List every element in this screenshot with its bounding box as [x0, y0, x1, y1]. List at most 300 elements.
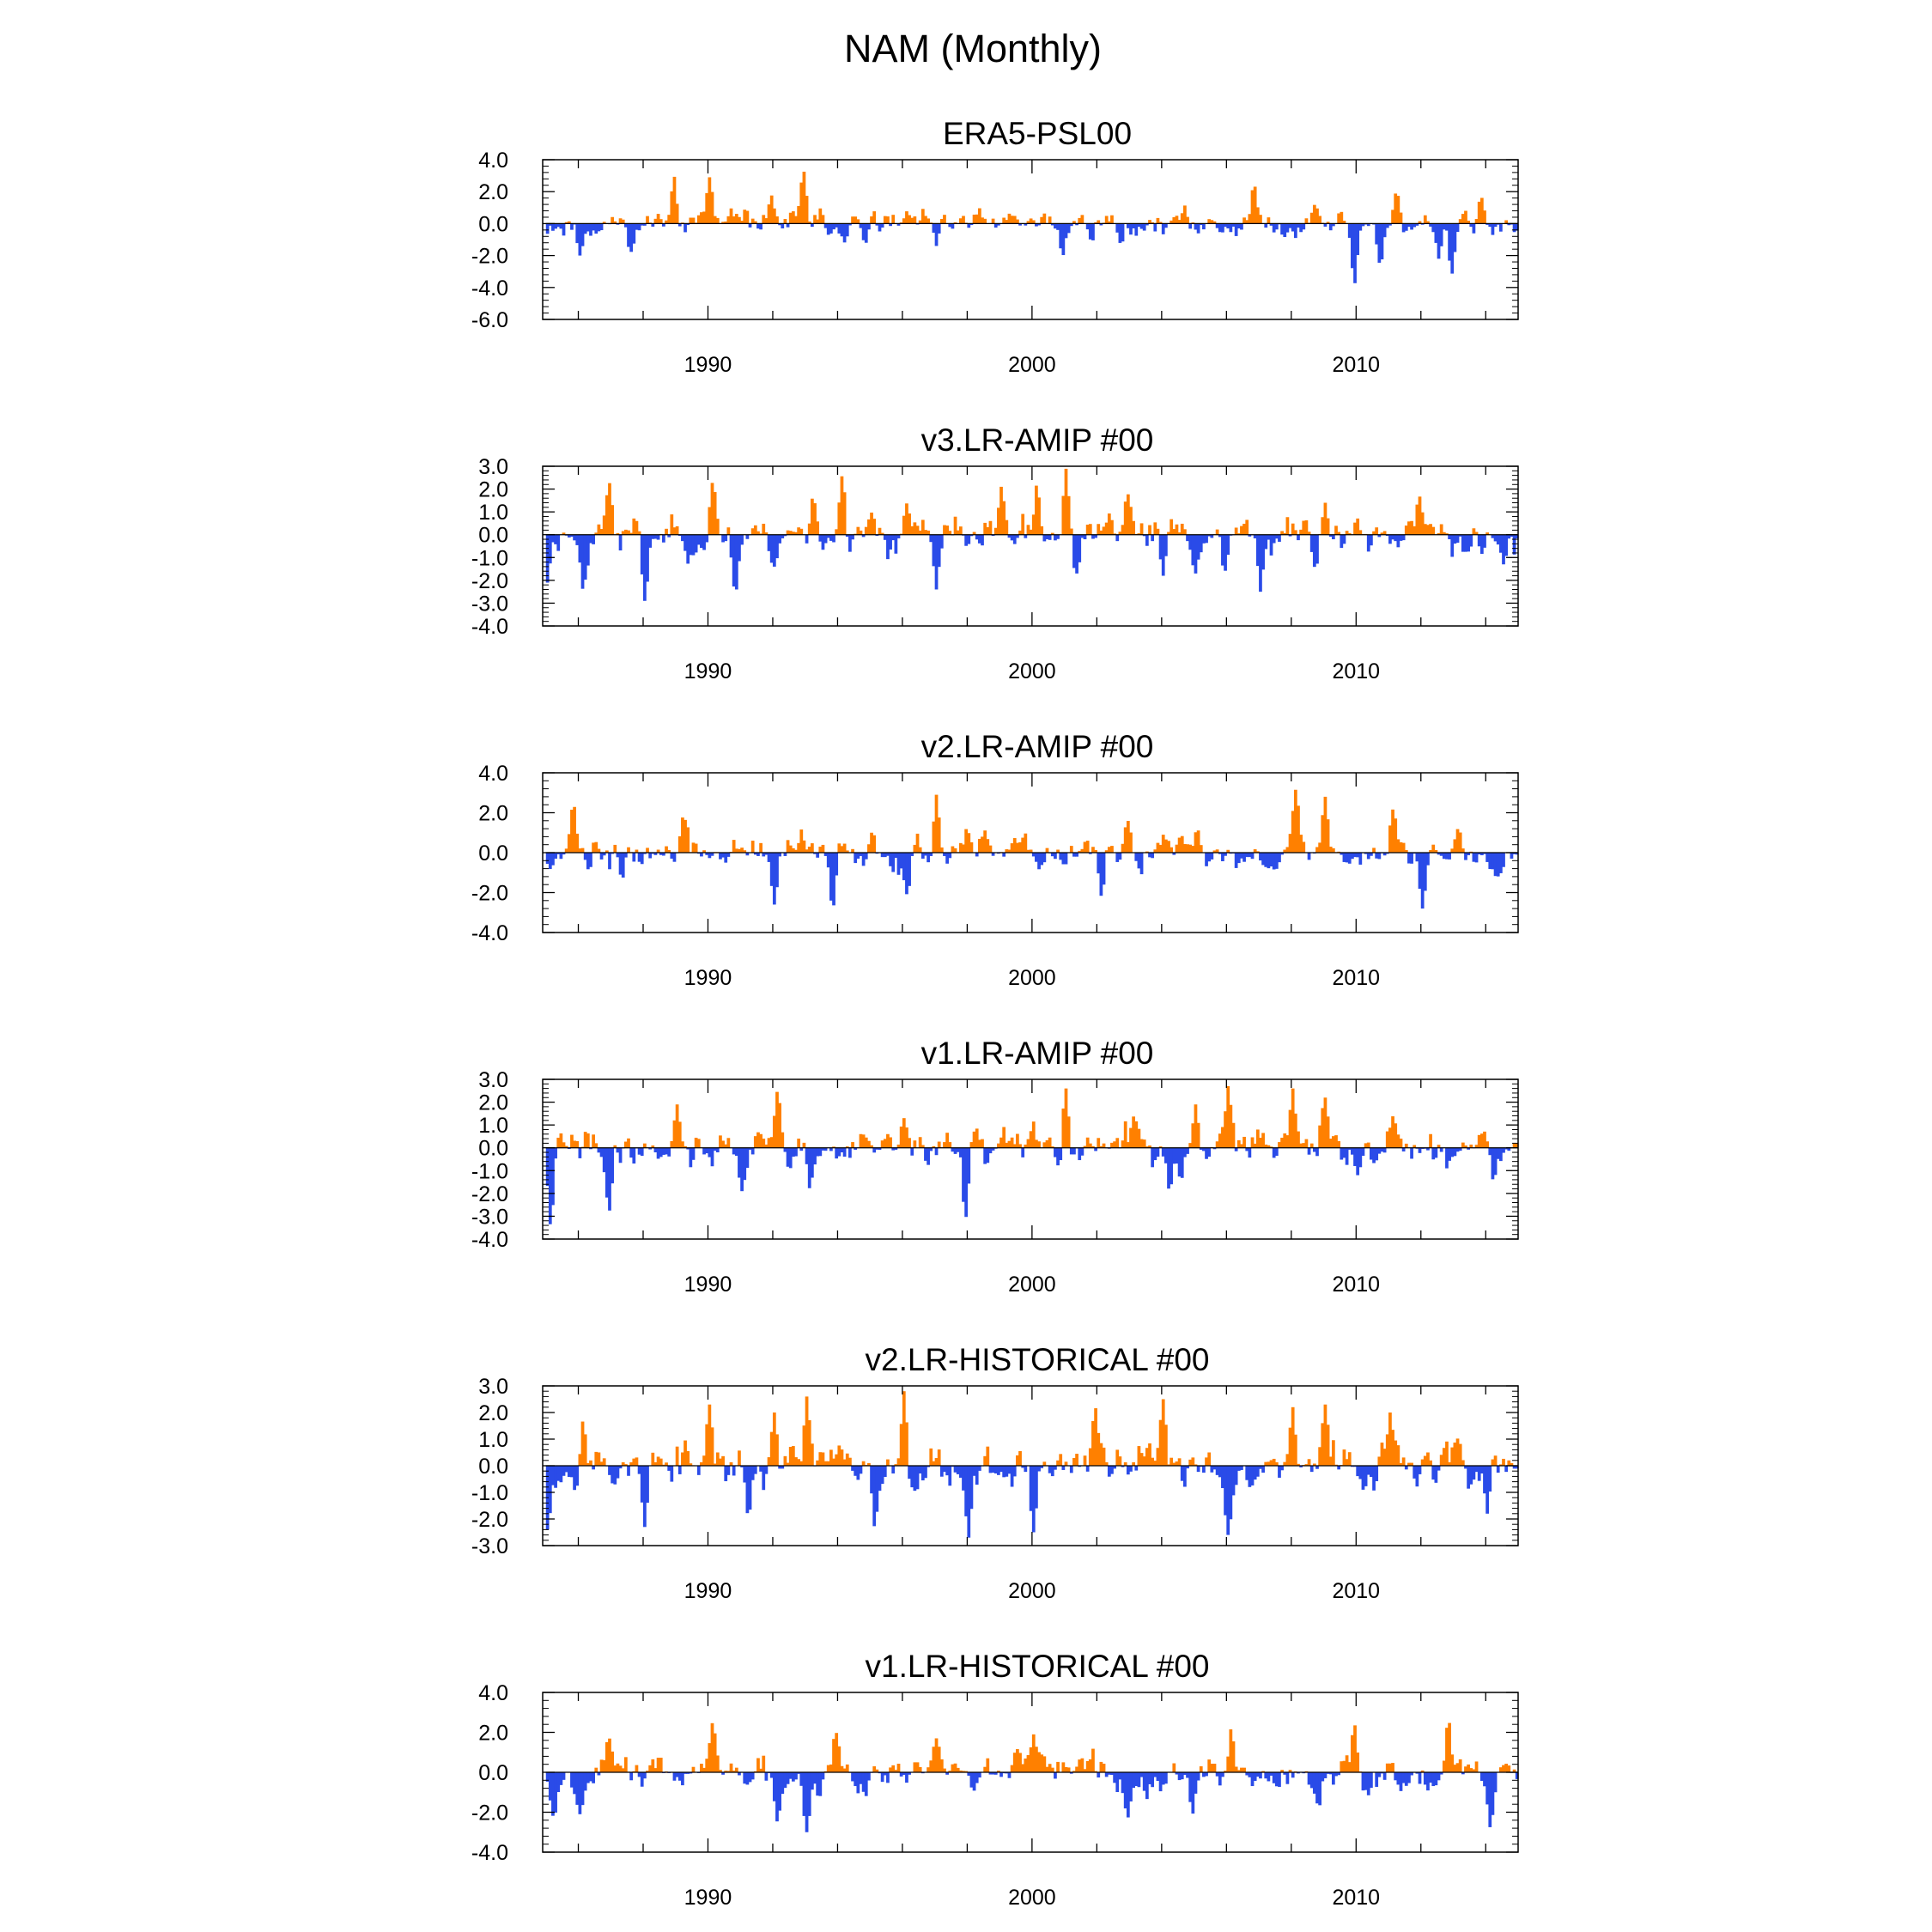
data-bar: [1070, 529, 1073, 535]
data-bar: [1391, 1763, 1394, 1772]
data-bar: [1067, 1767, 1071, 1772]
data-bar: [1178, 1458, 1182, 1466]
data-bar: [794, 1148, 798, 1157]
y-tick-label: 0.0: [478, 1136, 508, 1161]
data-bar: [1332, 535, 1335, 539]
data-bar: [935, 1148, 939, 1156]
data-bar: [635, 1765, 639, 1772]
data-bar: [1410, 1148, 1413, 1159]
y-tick-label: -6.0: [471, 308, 508, 332]
data-bar: [1148, 526, 1151, 535]
y-tick-label: 3.0: [478, 1375, 508, 1399]
y-tick-label: 4.0: [478, 1681, 508, 1705]
data-bar: [1183, 1466, 1187, 1486]
data-bar: [643, 1144, 647, 1148]
y-tick-label: -3.0: [471, 592, 508, 617]
data-bar: [872, 835, 876, 853]
data-bar: [635, 1457, 639, 1466]
data-bar: [1383, 1148, 1387, 1153]
data-bar: [919, 848, 922, 853]
data-bar: [919, 1767, 922, 1772]
data-bar: [1042, 214, 1046, 224]
data-bar: [981, 1139, 984, 1148]
panel-title: v2.LR-AMIP #00: [920, 729, 1154, 764]
data-bar: [775, 1434, 779, 1466]
data-bar: [735, 1768, 738, 1772]
data-bar: [1086, 841, 1090, 853]
data-bar: [1164, 1425, 1168, 1466]
data-bar: [938, 1142, 941, 1148]
data-bar: [954, 848, 957, 853]
data-bar: [1054, 1772, 1057, 1778]
data-bar: [1103, 853, 1106, 884]
data-bar: [600, 223, 604, 230]
chart-panel: [471, 116, 1519, 377]
data-bar: [751, 841, 755, 853]
data-bar: [1110, 216, 1114, 224]
data-bar: [1084, 535, 1087, 539]
data-bar: [938, 817, 941, 853]
data-bar: [897, 535, 901, 538]
data-bar: [632, 1148, 635, 1163]
data-bar: [1048, 216, 1052, 223]
data-bar: [1410, 853, 1413, 864]
data-bar: [1205, 1772, 1208, 1776]
data-bar: [659, 219, 663, 223]
data-bar: [1056, 1762, 1060, 1772]
data-bar: [1054, 1466, 1057, 1470]
data-bar: [1402, 1457, 1406, 1466]
x-tick-label: 1990: [683, 1273, 732, 1297]
data-bar: [1186, 1148, 1189, 1154]
data-bar: [751, 1148, 755, 1155]
data-bar: [1210, 853, 1213, 860]
data-bar: [846, 1765, 849, 1772]
y-tick-label: 3.0: [478, 1068, 508, 1092]
data-bar: [1188, 223, 1192, 228]
data-bar: [1440, 1148, 1443, 1152]
data-bar: [1046, 848, 1049, 853]
data-bar: [1400, 1139, 1403, 1148]
series-bars: [546, 1723, 1519, 1832]
data-bar: [967, 535, 970, 544]
data-bar: [805, 196, 809, 223]
data-bar: [740, 535, 744, 545]
data-bar: [1054, 853, 1057, 859]
data-bar: [891, 215, 895, 223]
data-bar: [851, 535, 854, 540]
y-tick-label: -3.0: [471, 1205, 508, 1230]
data-bar: [927, 531, 930, 535]
data-bar: [846, 223, 849, 236]
data-bar: [943, 1769, 946, 1772]
data-bar: [759, 843, 762, 853]
data-bar: [1005, 520, 1008, 535]
data-bar: [1278, 535, 1281, 542]
data-bar: [1308, 853, 1311, 860]
y-tick-label: -4.0: [471, 1228, 508, 1252]
data-bar: [835, 853, 838, 876]
data-bar: [905, 1422, 908, 1466]
data-bar: [1402, 535, 1406, 540]
data-bar: [1226, 535, 1230, 555]
data-bar: [1429, 1461, 1432, 1466]
data-bar: [1078, 535, 1081, 562]
data-bar: [1332, 848, 1335, 853]
data-bar: [646, 848, 649, 853]
data-bar: [1061, 1466, 1065, 1470]
data-bar: [697, 1466, 701, 1475]
data-bar: [975, 853, 979, 856]
data-bar: [891, 1466, 895, 1473]
data-bar: [627, 1466, 630, 1476]
data-bar: [940, 535, 944, 549]
data-bar: [575, 1466, 579, 1485]
data-bar: [716, 519, 720, 535]
y-tick-label: 2.0: [478, 180, 508, 205]
chart-panel: [471, 1342, 1519, 1603]
data-bar: [948, 1142, 951, 1148]
data-bar: [619, 1148, 623, 1163]
data-bar: [1081, 1148, 1084, 1156]
y-tick-label: -2.0: [471, 881, 508, 906]
panel-title: v1.LR-HISTORICAL #00: [865, 1649, 1210, 1684]
data-bar: [1115, 1138, 1119, 1147]
data-bar: [726, 853, 730, 857]
data-bar: [938, 223, 941, 234]
data-bar: [1343, 535, 1346, 544]
data-bar: [860, 1466, 863, 1473]
data-bar: [646, 216, 649, 224]
data-bar: [665, 529, 668, 535]
data-bar: [1081, 215, 1084, 223]
data-bar: [1018, 1144, 1022, 1147]
data-bar: [811, 1443, 814, 1466]
data-bar: [1048, 1138, 1052, 1148]
data-bar: [986, 1447, 989, 1466]
data-bar: [613, 845, 617, 853]
data-bar: [803, 1143, 806, 1148]
data-bar: [1370, 1772, 1373, 1788]
y-tick-label: -2.0: [471, 568, 508, 593]
data-bar: [992, 219, 995, 224]
data-bar: [1207, 1453, 1211, 1467]
data-bar: [1248, 1148, 1251, 1157]
data-bar: [1197, 1123, 1200, 1148]
data-bar: [822, 1772, 825, 1779]
data-bar: [1275, 223, 1279, 229]
data-bar: [746, 211, 750, 224]
data-bar: [1115, 535, 1119, 541]
data-bar: [781, 1133, 784, 1148]
data-bar: [1483, 535, 1486, 548]
data-bar: [1075, 853, 1078, 857]
y-tick-label: 0.0: [478, 212, 508, 237]
data-bar: [1129, 833, 1133, 853]
y-tick-label: 2.0: [478, 1401, 508, 1425]
data-bar: [1245, 519, 1249, 534]
panel-title: ERA5-PSL00: [942, 116, 1133, 151]
data-bar: [951, 223, 955, 228]
data-bar: [1042, 853, 1046, 862]
data-bar: [1315, 1148, 1319, 1157]
figure-title: NAM (Monthly): [843, 27, 1103, 70]
data-bar: [948, 853, 951, 858]
data-bar: [632, 853, 635, 861]
data-bar: [860, 531, 863, 535]
data-bar: [1119, 853, 1122, 860]
data-bar: [908, 1138, 911, 1147]
data-bar: [816, 853, 819, 858]
data-bar: [1332, 1440, 1335, 1466]
data-bar: [1286, 517, 1290, 534]
data-bar: [562, 1772, 566, 1780]
data-bar: [1348, 1452, 1352, 1466]
data-bar: [1183, 529, 1187, 534]
data-bar: [1448, 853, 1451, 860]
data-bar: [948, 1466, 951, 1485]
x-tick-label: 2000: [1008, 1273, 1056, 1297]
data-bar: [619, 535, 623, 550]
data-bar: [889, 1137, 892, 1147]
data-bar: [1302, 841, 1305, 853]
data-bar: [1202, 1466, 1206, 1473]
data-bar: [1275, 1462, 1279, 1466]
data-bar: [1242, 1137, 1246, 1148]
data-bar: [1021, 514, 1024, 535]
data-bar: [1264, 223, 1267, 228]
y-tick-label: -2.0: [471, 244, 508, 269]
y-tick-label: 0.0: [478, 1455, 508, 1479]
data-bar: [797, 1139, 800, 1148]
data-bar: [1221, 1772, 1224, 1777]
x-tick-label: 2000: [1008, 353, 1056, 377]
data-bar: [1251, 853, 1255, 859]
data-bar: [775, 216, 779, 223]
data-bar: [1105, 1462, 1109, 1466]
data-bar: [611, 505, 614, 535]
data-bar: [914, 1140, 917, 1148]
chart-panel: [471, 729, 1519, 990]
data-bar: [592, 535, 595, 544]
data-bar: [1278, 1772, 1281, 1787]
data-bar: [598, 849, 601, 853]
data-bar: [1153, 223, 1157, 231]
data-bar: [1070, 846, 1073, 853]
data-bar: [711, 1427, 714, 1466]
data-bar: [1197, 223, 1200, 233]
data-bar: [1402, 1148, 1406, 1151]
data-bar: [914, 216, 917, 223]
data-bar: [724, 535, 727, 541]
data-bar: [1445, 1442, 1449, 1466]
data-bar: [1048, 535, 1052, 540]
data-bar: [659, 1758, 663, 1772]
data-bar: [686, 827, 690, 853]
data-bar: [692, 1148, 696, 1160]
data-bar: [1358, 853, 1362, 865]
data-bar: [765, 1466, 769, 1474]
data-bar: [1362, 1148, 1365, 1156]
data-bar: [1097, 1772, 1100, 1777]
data-bar: [1372, 848, 1376, 853]
data-bar: [1132, 521, 1135, 535]
data-bar: [886, 1772, 890, 1783]
data-bar: [692, 218, 696, 224]
data-bar: [1396, 1445, 1400, 1466]
data-bar: [1310, 1144, 1314, 1148]
data-bar: [1291, 1772, 1295, 1777]
y-tick-label: 2.0: [478, 477, 508, 502]
data-bar: [1035, 1466, 1038, 1509]
data-bar: [886, 1460, 890, 1466]
data-bar: [1261, 1466, 1265, 1473]
data-bar: [1431, 527, 1435, 535]
data-bar: [1483, 210, 1486, 223]
x-tick-label: 2000: [1008, 966, 1056, 990]
data-bar: [1164, 223, 1168, 228]
data-bar: [659, 1459, 663, 1466]
y-tick-label: 0.0: [478, 841, 508, 866]
data-bar: [1140, 853, 1144, 874]
data-bar: [1242, 1768, 1246, 1772]
x-tick-label: 2010: [1332, 1273, 1381, 1297]
x-tick-label: 2010: [1332, 659, 1381, 683]
data-bar: [765, 1772, 769, 1781]
data-bar: [1024, 1466, 1027, 1472]
data-bar: [981, 535, 984, 545]
data-bar: [962, 216, 965, 223]
y-tick-label: 1.0: [478, 1428, 508, 1452]
data-bar: [1110, 846, 1114, 853]
data-bar: [1469, 535, 1473, 547]
data-bar: [1308, 1459, 1311, 1466]
data-bar: [851, 849, 854, 853]
data-bar: [1089, 524, 1092, 534]
data-bar: [1375, 527, 1378, 535]
data-bar: [721, 1456, 725, 1466]
data-bar: [1129, 1466, 1133, 1472]
data-bar: [676, 204, 679, 223]
data-bar: [1157, 1148, 1160, 1157]
data-bar: [910, 1148, 914, 1156]
data-bar: [726, 527, 730, 535]
data-bar: [867, 1772, 871, 1781]
data-bar: [805, 535, 809, 544]
data-bar: [1151, 853, 1154, 858]
data-bar: [1502, 853, 1505, 867]
data-bar: [1200, 1766, 1203, 1772]
data-bar: [1429, 1134, 1432, 1148]
data-bar: [1240, 1466, 1243, 1470]
data-bar: [749, 223, 752, 227]
data-bar: [1308, 1148, 1311, 1155]
data-bar: [603, 1458, 606, 1466]
data-bar: [584, 1434, 587, 1466]
x-tick-label: 1990: [683, 1886, 732, 1910]
panel-title: v3.LR-AMIP #00: [920, 422, 1154, 458]
data-bar: [608, 853, 611, 869]
data-bar: [592, 1466, 595, 1469]
y-tick-label: 2.0: [478, 1091, 508, 1115]
data-bar: [627, 848, 630, 853]
data-bar: [697, 1139, 701, 1147]
chart-panel: [471, 422, 1519, 683]
data-bar: [843, 492, 847, 534]
x-tick-label: 2010: [1332, 353, 1381, 377]
data-bar: [967, 1148, 970, 1184]
data-bar: [1024, 834, 1027, 853]
data-bar: [872, 211, 876, 223]
data-bar: [1499, 223, 1503, 231]
x-tick-label: 2010: [1332, 1886, 1381, 1910]
data-bar: [959, 526, 963, 535]
panels-container: [471, 116, 1519, 1910]
data-bar: [746, 535, 750, 539]
data-bar: [1377, 853, 1381, 859]
y-tick-label: -1.0: [471, 546, 508, 571]
data-bar: [1461, 1460, 1465, 1466]
data-bar: [1042, 1461, 1046, 1466]
data-bar: [1367, 1143, 1370, 1148]
data-bar: [589, 1461, 592, 1466]
data-bar: [1056, 535, 1060, 539]
data-bar: [1132, 1462, 1135, 1466]
y-tick-label: -2.0: [471, 1182, 508, 1206]
data-bar: [1119, 1456, 1122, 1466]
panel-title: v2.LR-HISTORICAL #00: [865, 1342, 1210, 1377]
data-bar: [1485, 1141, 1489, 1147]
data-bar: [705, 535, 708, 543]
data-bar: [872, 519, 876, 535]
y-tick-label: -1.0: [471, 1159, 508, 1184]
data-bar: [978, 1772, 981, 1777]
data-bar: [1140, 523, 1144, 534]
data-bar: [1356, 1753, 1359, 1772]
x-tick-label: 1990: [683, 966, 732, 990]
data-bar: [1375, 1466, 1378, 1481]
data-bar: [667, 1148, 671, 1157]
data-bar: [1286, 1772, 1290, 1784]
data-bar: [1037, 1141, 1041, 1147]
x-tick-label: 1990: [683, 659, 732, 683]
y-tick-label: 1.0: [478, 501, 508, 526]
data-bar: [1494, 1772, 1498, 1792]
data-bar: [622, 220, 625, 224]
y-tick-label: -2.0: [471, 1508, 508, 1532]
data-bar: [908, 853, 911, 886]
data-bar: [1494, 1455, 1498, 1466]
data-bar: [989, 521, 993, 535]
data-bar: [778, 853, 781, 856]
y-tick-label: 4.0: [478, 149, 508, 173]
data-bar: [1086, 1466, 1090, 1472]
data-bar: [754, 1466, 757, 1474]
data-bar: [1497, 1466, 1500, 1473]
data-bar: [1437, 1466, 1441, 1471]
data-bar: [1346, 1148, 1349, 1165]
data-bar: [629, 1772, 633, 1780]
panel-title: v1.LR-AMIP #00: [920, 1036, 1154, 1071]
data-bar: [662, 535, 665, 543]
data-bar: [1459, 1759, 1462, 1772]
data-bar: [554, 1148, 557, 1158]
data-bar: [732, 1466, 736, 1475]
y-tick-label: 3.0: [478, 455, 508, 479]
y-tick-label: 1.0: [478, 1114, 508, 1139]
data-bar: [1294, 1435, 1297, 1466]
data-bar: [1164, 1772, 1168, 1783]
